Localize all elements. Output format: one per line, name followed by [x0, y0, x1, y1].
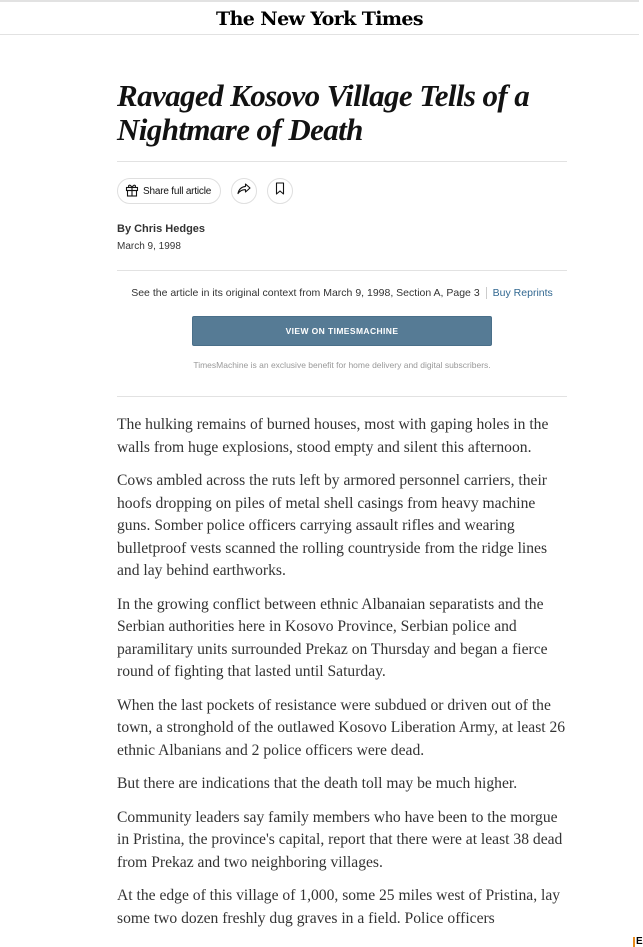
buy-reprints-link[interactable]: Buy Reprints	[492, 287, 553, 299]
paragraph: Cows ambled across the ruts left by armored personnel carriers, their hoofs dropping on piles of metal shell casings from heavy machine guns. Somber police officers carrying assault rifles and wearing bulletproof vests scanned the rolling countryside from the ridge lines and lay behind earthworks.	[117, 472, 548, 579]
divider	[117, 270, 567, 271]
share-arrow-icon	[237, 182, 251, 200]
gift-icon	[125, 183, 143, 200]
paragraph: But there are indications that the death toll may be much higher.	[117, 775, 518, 792]
paragraph: When the last pockets of resistance were subdued or driven out of the town, a stronghold of the outlawed Kosovo Liberation Army, at least 26 ethnic Albanians and 2 police officers were dead.	[117, 696, 566, 759]
share-toolbar	[117, 178, 293, 204]
divider	[117, 161, 567, 162]
share-full-article-label: Share full article	[143, 185, 212, 197]
paragraph: The hulking remains of burned houses, most with gaping holes in the walls from huge explosions, stood empty and silent this afternoon.	[117, 416, 549, 456]
timesmachine-note: TimesMachine is an exclusive benefit for home delivery and digital subscribers.	[193, 360, 491, 370]
nyt-logo[interactable]: The New York Times	[216, 7, 423, 30]
publish-date: March 9, 1998	[117, 241, 181, 252]
bookmark-icon	[275, 182, 285, 200]
article-body	[117, 414, 569, 941]
masthead	[0, 0, 639, 35]
share-full-article-button[interactable]	[117, 178, 221, 204]
original-context-text: See the article in its original context from March 9, 1998, Section A, Page 3	[131, 287, 480, 299]
divider	[117, 396, 567, 397]
separator	[486, 287, 487, 299]
headline: Ravaged Kosovo Village Tells of a Nightmare of Death	[117, 78, 530, 147]
paragraph: At the edge of this village of 1,000, some 25 miles west of Pristina, lay some two dozen freshly dug graves in a field. Police officers	[117, 887, 561, 927]
share-button[interactable]	[231, 178, 257, 204]
paragraph: In the growing conflict between ethnic Albanaian separatists and the Serbian authorities here in Kosovo Province, Serbian police and paramilitary units surrounded Prekaz on Thursday and began a fierce round of fighting that lasted until Saturday.	[117, 595, 548, 680]
view-on-timesmachine-button[interactable]: VIEW ON TIMESMACHINE	[192, 316, 492, 346]
floating-widget-glyph[interactable]: E	[633, 937, 643, 947]
paragraph: Community leaders say family members who have been to the morgue in Pristina, the province's capital, report that there were at least 38 dead from Prekaz and two neighboring villages.	[117, 808, 563, 871]
original-context-line	[117, 287, 567, 299]
byline[interactable]: By Chris Hedges	[117, 223, 206, 235]
save-bookmark-button[interactable]	[267, 178, 293, 204]
